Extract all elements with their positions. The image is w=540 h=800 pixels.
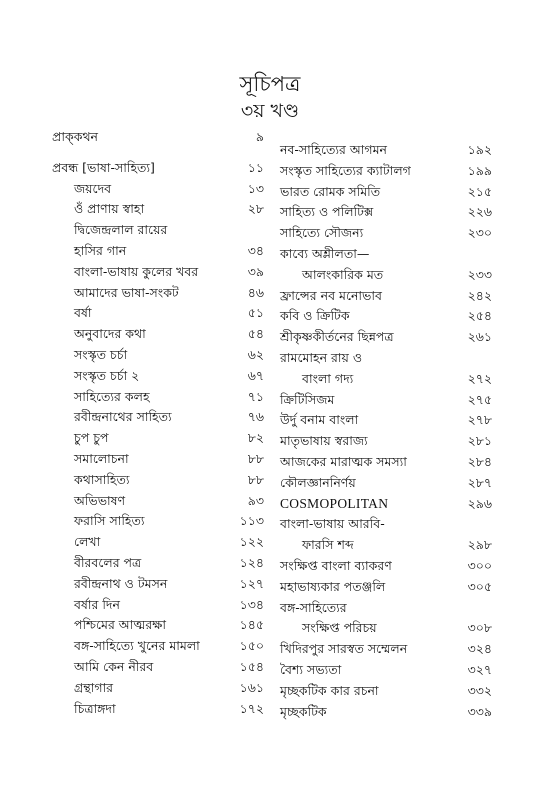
toc-entry <box>52 324 264 345</box>
toc-entry-page: ১২৭ <box>239 575 264 591</box>
toc-right-column <box>280 140 492 722</box>
toc-entry-title: লেখা <box>74 534 101 550</box>
toc-entry <box>52 657 264 678</box>
toc-entry-title: কথাসাহিত্য <box>74 471 130 487</box>
toc-entry-page: ১২৪ <box>239 554 264 570</box>
toc-entry <box>280 140 492 161</box>
toc-entry-page: ২১৫ <box>467 183 492 199</box>
toc-entry <box>280 223 492 244</box>
toc-entry-page: ২৮ <box>247 201 264 217</box>
toc-entry <box>52 532 264 553</box>
toc-entry <box>52 345 264 366</box>
toc-entry-title: খিদিরপুর সারস্বত সম্মেলন <box>280 641 408 657</box>
toc-entry-title: শ্রীকৃষ্ণকীর্তনের ছিন্নপত্র <box>280 329 394 345</box>
toc-entry-page: ৫১ <box>247 305 264 321</box>
toc-entry-page: ২৮১ <box>467 433 492 449</box>
toc-entry <box>280 639 492 660</box>
toc-entry-title: পশ্চিমের আত্মরক্ষা <box>74 617 167 633</box>
toc-entry-title: রামমোহন রায় ও <box>280 349 363 365</box>
toc-entry <box>52 491 264 512</box>
toc-entry-page: ১৩৪ <box>239 596 264 612</box>
toc-entry <box>52 636 264 657</box>
toc-entry-title: কাব্যে অশ্লীলতা— <box>280 245 370 261</box>
toc-entry <box>280 327 492 348</box>
toc-entry <box>280 535 492 556</box>
toc-entry-title: উর্দু বনাম বাংলা <box>280 412 359 428</box>
toc-entry-page: ২২৬ <box>467 204 492 220</box>
toc-entry-page: ৮৮ <box>247 450 264 466</box>
toc-entry-page: ১১ <box>247 159 264 175</box>
toc-entry-title: মাতৃভাষায় স্বরাজ্য <box>280 433 368 449</box>
toc-entry-page: ২৭২ <box>467 370 492 386</box>
toc-entry <box>280 577 492 598</box>
toc-entry-page: ২৭৫ <box>467 391 492 407</box>
toc-entry <box>280 306 492 327</box>
toc-entry-page: ১৯২ <box>467 142 492 157</box>
toc-entry <box>280 390 492 411</box>
toc-entry-title: ফ্রান্সের নব মনোভাব <box>280 287 382 303</box>
toc-entry <box>280 265 492 286</box>
toc-entry <box>280 473 492 494</box>
toc-entry-title: ফরাসি সাহিত্য <box>74 513 145 529</box>
toc-entry-page: ৩০৫ <box>467 578 492 594</box>
toc-entry-title: সাহিত্যে সৌজন্য <box>280 225 364 241</box>
toc-entry-page: ৩২৭ <box>467 661 492 677</box>
toc-entry <box>280 452 492 473</box>
toc-entry-title: আমাদের ভাষা-সংকট <box>74 284 179 300</box>
toc-entry <box>52 199 264 220</box>
toc-entry-page: ৩৩৯ <box>467 703 492 719</box>
toc-entry-page: ৩৯ <box>247 263 264 279</box>
toc-entry <box>280 494 492 515</box>
toc-entry-title: ক্রিটিসিজম <box>280 391 335 407</box>
toc-entry-title: চিত্রাঙ্গদা <box>74 700 116 716</box>
toc-entry-title: বাংলা-ভাষায় আরবি- <box>280 516 385 532</box>
toc-entry-page: ১৬১ <box>239 679 264 695</box>
toc-entry <box>52 158 264 179</box>
toc-entry-title: মৃচ্ছকটিক <box>280 703 327 719</box>
toc-entry <box>52 220 264 241</box>
toc-entry <box>280 556 492 577</box>
toc-entry <box>280 244 492 265</box>
toc-entry-title: আজকের মারাত্মক সমস্যা <box>280 453 407 469</box>
toc-entry <box>52 678 264 699</box>
toc-entry <box>52 241 264 262</box>
toc-entry-page: ৬২ <box>247 346 264 362</box>
toc-entry-page: ৩২৪ <box>467 641 492 657</box>
toc-entry-title: নব-সাহিত্যের আগমন <box>280 142 388 157</box>
toc-left-column <box>52 127 264 719</box>
toc-entry <box>52 595 264 616</box>
toc-entry-title: অভিভাষণ <box>74 492 126 508</box>
toc-entry-page: ২৫৪ <box>467 308 492 324</box>
toc-entry-title: জয়দেব <box>74 180 112 196</box>
toc-entry <box>52 470 264 491</box>
toc-entry-page: ১৫০ <box>239 638 264 654</box>
toc-entry-page: ৮৮ <box>247 471 264 487</box>
toc-entry-title: আমি কেন নীরব <box>74 658 154 674</box>
toc-entry-page: ৭৬ <box>247 409 264 425</box>
toc-entry-title: অনুবাদের কথা <box>74 326 146 342</box>
toc-entry <box>280 202 492 223</box>
toc-entry-title: COSMOPOLITAN <box>280 495 389 511</box>
toc-entry-title: বর্ষা <box>74 305 92 321</box>
toc-entry-page: ১১৩ <box>239 513 264 529</box>
toc-entry <box>52 179 264 200</box>
toc-entry-page: ৮২ <box>247 430 264 446</box>
toc-entry-page: ৩০০ <box>467 557 492 573</box>
toc-entry-title: রবীন্দ্রনাথের সাহিত্য <box>74 409 172 425</box>
toc-entry-page: ২৯৮ <box>467 537 492 553</box>
toc-entry-title: সংস্কৃত চর্চা ২ <box>74 367 140 383</box>
toc-entry <box>52 262 264 283</box>
toc-entry-title: আলংকারিক মত <box>302 266 384 282</box>
toc-entry-page: ৩০৮ <box>467 620 492 636</box>
toc-entry <box>280 681 492 702</box>
toc-entry-title: বঙ্গ-সাহিত্যের <box>280 599 347 615</box>
toc-entry <box>52 303 264 324</box>
toc-entry-page: ২৩৩ <box>467 266 492 282</box>
toc-entry-page: ৪৬ <box>247 284 264 300</box>
toc-entry-title: ভারত রোমক সমিতি <box>280 183 381 199</box>
toc-entry-page: ৭১ <box>247 388 264 404</box>
toc-entry <box>280 660 492 681</box>
toc-entry <box>52 511 264 532</box>
toc-entry-title: ওঁ প্রাণায় স্বাহা <box>74 201 145 217</box>
toc-entry-page: ১২২ <box>239 534 264 550</box>
toc-entry <box>280 182 492 203</box>
toc-entry <box>280 431 492 452</box>
toc-entry <box>52 127 264 148</box>
toc-entry <box>280 702 492 723</box>
toc-entry-page: ৯৩ <box>247 492 264 508</box>
toc-entry <box>280 161 492 182</box>
toc-entry-page: ২৩০ <box>467 225 492 241</box>
toc-entry <box>280 410 492 431</box>
toc-entry <box>52 283 264 304</box>
toc-entry <box>280 618 492 639</box>
toc-entry-page: ১৪৫ <box>239 617 264 633</box>
toc-entry-page: ৫৪ <box>247 326 264 342</box>
toc-entry-title: বর্ষার দিন <box>74 596 120 612</box>
toc-entry-title: মহাভাষ্যকার পতঞ্জলি <box>280 578 386 594</box>
toc-entry <box>52 553 264 574</box>
toc-entry <box>52 407 264 428</box>
toc-entry-title: চুপ চুপ <box>74 430 109 446</box>
toc-entry-title: মৃচ্ছকটিক কার রচনা <box>280 682 379 698</box>
toc-entry <box>280 348 492 369</box>
toc-entry-page: ২৮৭ <box>467 474 492 490</box>
toc-entry <box>52 574 264 595</box>
toc-entry <box>280 598 492 619</box>
toc-entry-title: বাংলা গদ্য <box>302 370 354 386</box>
toc-entry-title: হাসির গান <box>74 242 127 258</box>
toc-entry-title: সংক্ষিপ্ত বাংলা ব্যাকরণ <box>280 557 392 573</box>
toc-entry-page: ৩৪ <box>247 242 264 258</box>
toc-entry-title: সংস্কৃত চর্চা <box>74 346 128 362</box>
toc-entry-page: ৬৭ <box>247 367 264 383</box>
toc-entry-title: সাহিত্যের কলহ <box>74 388 150 404</box>
toc-entry-title: সাহিত্য ও পলিটিক্স <box>280 204 374 220</box>
toc-entry <box>52 387 264 408</box>
toc-entry-page: ২৪২ <box>467 287 492 303</box>
toc-entry-title: কবি ও ক্রিটিক <box>280 308 350 324</box>
toc-entry-title: ফারসি শব্দ <box>302 537 354 553</box>
toc-entry-title: বীরবলের পত্র <box>74 554 142 570</box>
toc-entry-title: সংক্ষিপ্ত পরিচয় <box>302 620 377 636</box>
toc-entry-page: ৩৩২ <box>467 682 492 698</box>
toc-entry-title: সংস্কৃত সাহিত্যের ক্যাটালগ <box>280 162 411 178</box>
toc-entry <box>52 615 264 636</box>
toc-entry-title: দ্বিজেন্দ্রলাল রায়ের <box>74 222 168 238</box>
toc-entry-page: ২৭৮ <box>467 412 492 428</box>
toc-entry-title: বঙ্গ-সাহিত্যে খুনের মামলা <box>74 638 200 654</box>
toc-entry-page: ২৮৪ <box>467 453 492 469</box>
toc-entry-title: প্রাক্‌কথন <box>52 129 99 144</box>
toc-entry-title: সমালোচনা <box>74 450 129 466</box>
toc-entry-title: রবীন্দ্রনাথ ও টমসন <box>74 575 168 591</box>
toc-entry-title: বাংলা-ভাষায় কুলের খবর <box>74 263 199 279</box>
toc-entry-title: কৌলজ্ঞাননির্ণয় <box>280 474 356 490</box>
toc-entry <box>52 366 264 387</box>
toc-entry-page: ১৯৯ <box>467 162 492 178</box>
toc-entry-page: ১৩ <box>247 180 264 196</box>
toc-entry <box>52 428 264 449</box>
toc-entry-page: ৯ <box>255 129 264 144</box>
toc-entry-title: বৈশ্য সভ্যতা <box>280 661 342 677</box>
toc-entry <box>52 449 264 470</box>
page-title: সূচিপত্র <box>239 72 301 96</box>
toc-entry <box>52 699 264 720</box>
toc-entry-page: ২৯৬ <box>467 495 492 511</box>
toc-entry-title: প্রবন্ধ [ভাষা-সাহিত্য] <box>52 159 155 175</box>
toc-entry <box>280 369 492 390</box>
page-subtitle: ৩য় খণ্ড <box>240 100 300 122</box>
toc-entry <box>280 514 492 535</box>
toc-entry-title: গ্রন্থাগার <box>74 679 114 695</box>
toc-entry-page: ২৬১ <box>467 329 492 345</box>
toc-entry-page: ১৭২ <box>239 700 264 716</box>
toc-entry <box>280 286 492 307</box>
toc-entry-page: ১৫৪ <box>239 658 264 674</box>
